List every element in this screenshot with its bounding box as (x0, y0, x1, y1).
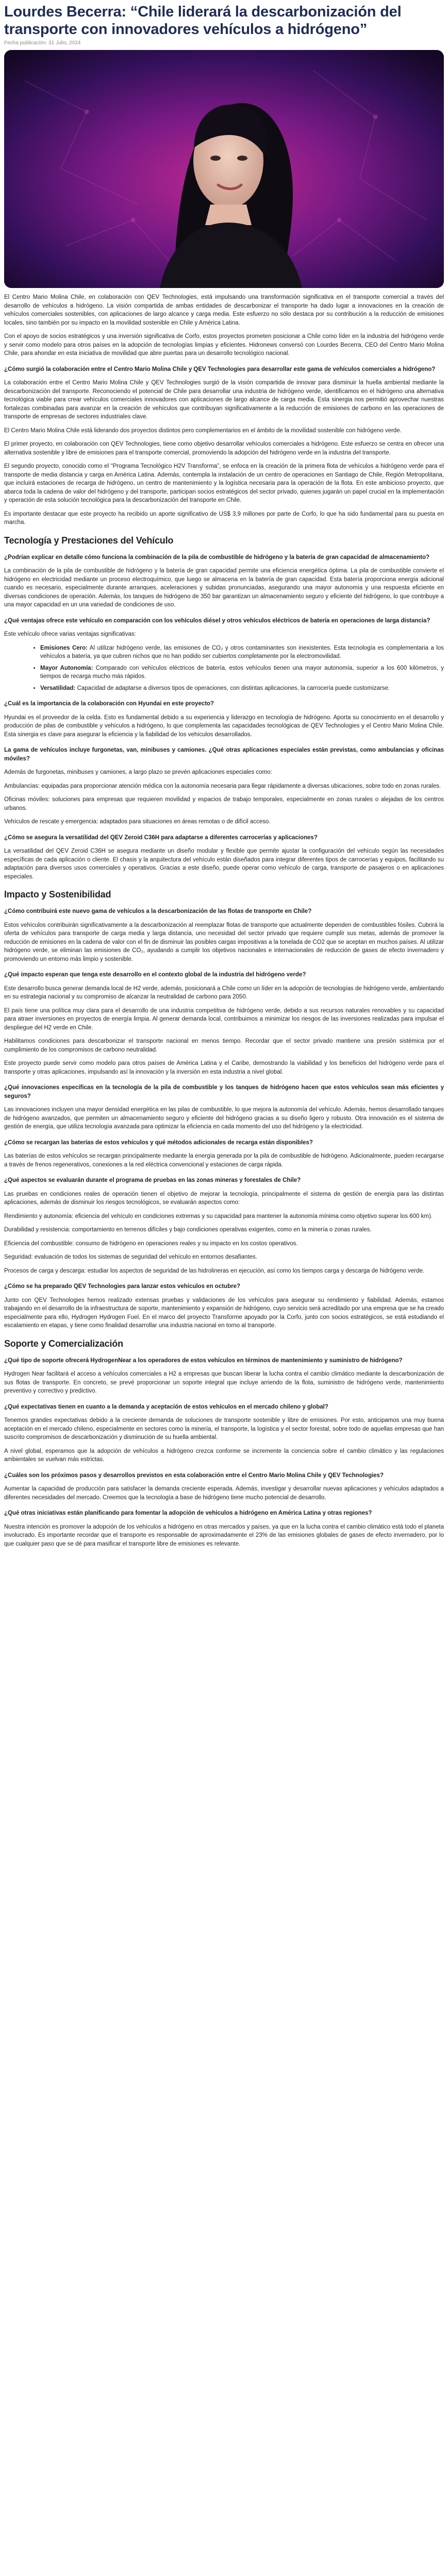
paragraph: Rendimiento y autonomía: eficiencia del vehículo en condiciones extremas y su capacidad para mantener la autonomía mínima como objetivo superar los 600 km). (4, 1213, 433, 1219)
paragraph: La combinación de la pila de combustible de hidrógeno y la batería de gran capacidad permite una eficiencia energética óptima. La pila de combustible convierte el hidrógeno en electricidad mediante un proceso electroquímico, que luego se almacena en la batería de gran capacidad. Esta batería proporciona energía adicional cuando es necesario, especialmente durante arranques, aceleraciones y subidas pronunciadas, asegurando una mayor autonomía y una respuesta eficiente en diversas condiciones de operación. Además, los tanques de hidrógeno de 350 bar garantizan un almacenamiento seguro y eficiente del hidrógeno, lo que contribuye a una mayor capacidad en un una variedad de condiciones de uso. (4, 568, 444, 608)
paragraph: Procesos de carga y descarga: estudiar los aspectos de seguridad de las hidrolineras en ejecución, así como los tiempos carga y descarga de hidrógeno verde. (4, 1267, 425, 1274)
interview-question: ¿Cómo surgió la colaboración entre el Centro Mario Molina Chile y QEV Technologies para desarrollar este gama de vehículos comerciales a hidrógeno? (4, 366, 436, 372)
paragraph: Este vehículo ofrece varias ventajas significativas: (4, 631, 136, 637)
paragraph: El segundo proyecto, conocido como el “Programa Tecnológico H2V Transforma”, se enfoca en la creación de la primera flota de vehículos a hidrógeno verde para el transporte de media distancia y carga en América Latina. Además, contempla la instalación de un centro de operaciones en Santiago de Chile, Región Metropolitana, que incluirá estaciones de recarga de hidrógeno, un centro de mantenimiento y la logística necesaria para la operación de la flota. En este ambicioso proyecto, que abarca toda la cadena de valor del hidrógeno y del transporte, participan socios estratégicos del sector privado, quienes jugarán un papel crucial en la implementación y operación de esta solución tecnológica para la descarbonización del transporte en Chile. (4, 463, 444, 503)
interview-question: ¿Cómo contribuirá este nuevo gama de vehículos a la descarbonización de las flotas de transporte en Chile? (4, 908, 312, 914)
paragraph: El país tiene una política muy clara para el desarrollo de una industria competitiva de hidrógeno verde, debido a sus recursos naturales renovables y su capacidad para atraer inversiones en proyectos de energía limpia. Al generar demanda local, contribuimos a minimizar los riesgos de las inversiones realizadas para impulsar el despliegue del H2 verde en Chile. (4, 1007, 444, 1031)
paragraph: Ambulancias: equipadas para proporcionar atención médica con la autonomía necesaria para llegar rápidamente a diversas ubicaciones, sobre todo en zonas rurales. (4, 783, 441, 789)
paragraph: Las innovaciones incluyen una mayor densidad energética en las pilas de combustible, lo que mejora la autonomía del vehículo. Además, hemos desarrollado tanques de hidrógeno avanzados, que permiten un almacenamiento seguro y eficiente del hidrógeno gracias a su diseño ligero y robusto. Otra innovación es el sistema de gestión de energía, que utiliza tecnología avanzada para optimizar la eficiencia en cada momento del uso del hidrógeno y la electricidad. (4, 1107, 444, 1130)
paragraph: Habilitamos condiciones para descarbonizar el transporte nacional en menos tiempo. Recordar que el sector privado mantiene una presión sistémica por el cumplimiento de los compromisos de carbono neutralidad. (4, 1038, 444, 1053)
interview-question: ¿Cómo se ha preparado QEV Technologies para lanzar estos vehículos en octubre? (4, 1283, 240, 1290)
paragraph: Este proyecto puede servir como modelo para otros países de América Latina y el Caribe, demostrando la viabilidad y los beneficios del hidrógeno verde para el transporte y otras aplicaciones, impulsando así la innovación y la inversión en esta industria a nivel global. (4, 1060, 444, 1075)
paragraph: La versatilidad del QEV Zeroid C36H se asegura mediante un diseño modular y flexible que permite ajustar la configuración del vehículo según las necesidades específicas de cada aplicación o cliente. El chasis y la arquitectura del vehículo están diseñados para integrar diferentes tipos de carrocerías y equipos, facilitando su adaptación para diversos usos comerciales y operativos. Gracias a este diseño, puede operar como vehículo de carga, transporte de pasajeros o en aplicaciones especiales. (4, 848, 444, 880)
list-item (40, 684, 444, 693)
list-item-text: Al utilizar hidrógeno verde, las emisiones de CO₂ y otros contaminantes son inexistentes. Esta tecnología es complementaria a los vehículos a batería, ya que cubren nichos que no han podido ser cubiertos completamente por la electromovilidad. (40, 645, 444, 659)
list-item-text: Comparado con vehículos eléctricos de batería, estos vehículos tienen una mayor autonomía, superior a los 600 kilómetros, y tiempos de recarga mucho más rápidos. (40, 665, 444, 680)
list-item-label: Mayor Autonomía: (40, 665, 93, 671)
paragraph: Nuestra intención es promover la adopción de los vehículos a hidrógeno en otras mercados y países, ya que en la lucha contra el cambio climático está todo el planeta involucrado. Es importante recordar que el transporte es responsable de aproximadamente el 23% de las emisiones globales de gases de efecto invernadero, por lo que cualquier paso que se dé para masificar el transporte libre de emisiones es relevante. (4, 1523, 444, 1547)
paragraph: A nivel global, esperamos que la adopción de vehículos a hidrógeno crezca conforme se incremente la conciencia sobre el cambio climático y las regulaciones ambientales se vuelvan más estrictas. (4, 1448, 444, 1463)
paragraph: Hydrogen Near facilitará el acceso a vehículos comerciales a H2 a empresas que buscan liberar la lucha contra el cambio climático mediante la descarbonización de sus flotas de transporte. En concreto, se prevé proporcionar un soporte integral que incluye arriendo de la flota, suministro de hidrógeno verde, mantenimiento preventivo y correctivo y predictivo. (4, 1371, 444, 1394)
paragraph: El Centro Mario Molina Chile, en colaboración con QEV Technologies, está impulsando una transformación significativa en el transporte comercial a través del desarrollo de vehículos a hidrógeno. La visión compartida de ambas entidades de descarbonizar el transporte ha dado lugar a innovaciones en la creación de vehículos comerciales sostenibles, con aplicaciones de largo alcance y carga media. Este esfuerzo no sólo destaca por su contribución a la reducción de emisiones locales, sino también por su impacto en la movilidad sostenible en Chile y América Latina. (4, 294, 444, 326)
interview-question: ¿Cuáles son los próximos pasos y desarrollos previstos en esta colaboración entre el Centro Mario Molina Chile y QEV Technologies? (4, 1472, 384, 1479)
paragraph: Además de furgonetas, minibuses y camiones, a largo plazo se prevén aplicaciones especiales como: (4, 769, 272, 775)
interview-question: ¿Cómo se recargan las baterías de estos vehículos y qué métodos adicionales de recarga están disponibles? (4, 1139, 313, 1146)
interview-question: ¿Podrían explicar en detalle cómo funciona la combinación de la pila de combustible de hidrógeno y la batería de gran capacidad de almacenamiento? (4, 554, 430, 561)
list-item (40, 664, 444, 681)
article-title: Lourdes Becerra: “Chile liderará la descarbonización del transporte con innovadores vehículos a hidrógeno” (4, 4, 402, 38)
paragraph: Eficiencia del combustible: consumo de hidrógeno en operaciones reales y su impacto en los costos operativos. (4, 1240, 298, 1247)
article-page (0, 3, 448, 1548)
portrait-illustration (4, 50, 444, 288)
paragraph: Oficinas móviles: soluciones para empresas que requieren movilidad y espacios de trabajo temporales, especialmente en zonas rurales o alejadas de los centros urbanos. (4, 796, 444, 811)
paragraph: Junto con QEV Technologies hemos realizado extensas pruebas y validaciones de los vehículos para asegurar su rendimiento y fiabilidad. Además, estamos trabajando en el desarrollo de la infraestructura de soporte, mantenimiento y expansión de hidrógeno, cuyo servicio será acreditado por una empresa que se ha creado especialmente para ello, Hydrogen Hydrogen Fuel. En el marco del proyecto Transforme apoyado por la Corfo, junto con socios estratégicos, se está estudiando el escalamiento en etapas, y tiene como finalidad desarrollar una industria nacional en torno al transporte. (4, 1297, 444, 1329)
paragraph: Con el apoyo de socios estratégicos y una inversión significativa de Corfo, estos proyectos prometen posicionar a Chile como líder en la industria del hidrógeno verde y servir como modelo para otros países en la adopción de tecnologías limpias y eficientes. Hidronews conversó con Lourdes Becerra, CEO del Centro Mario Molina Chile, para ahondar en esta iniciativa de movilidad que abre puertas para un desarrollo tecnológico nacional. (4, 333, 444, 357)
paragraph: Las pruebas en condiciones reales de operación tienen el objetivo de mejorar la tecnología, principalmente el sistema de gestión de energía para las distintas aplicaciones, además de disminuir los riesgos tecnológicos, se evaluarán aspectos como: (4, 1191, 444, 1206)
list-item-text: Capacidad de adaptarse a diversos tipos de operaciones, con distintas aplicaciones, la carrocería puede customizarse. (75, 685, 390, 691)
interview-question: ¿Qué otras iniciativas están planificando para fomentar la adopción de vehículos a hidrógeno en América Latina y otras regiones? (4, 1510, 372, 1516)
section-heading: Tecnología y Prestaciones del Vehículo (4, 535, 174, 546)
paragraph: Estos vehículos contribuirán significativamente a la descarbonización al reemplazar flotas de transporte que actualmente dependen de combustibles fósiles. Cubrirá la oferta de vehículos para transporte de carga media y larga distancia, uno necesidad del sector privado que requiere cumplir sus metas, además de promover la reducción de emisiones en la cadena de valor con el fin de disminuir las posibles cargas impositivas a la tonelada de CO2 que se aceptan en muchos países. Al utilizar hidrógeno verde, se eliminan las emisiones de CO₂, ayudando a cumplir los objetivos nacionales e internacionales de reducción de gases de efecto invernadero y promoviendo un entorno más limpio y sostenible. (4, 922, 444, 962)
paragraph: Seguridad: evaluación de todos los sistemas de seguridad del vehículo en entornos desafiantes. (4, 1254, 257, 1260)
hero-image (4, 50, 444, 288)
interview-question: ¿Qué innovaciones específicas en la tecnología de la pila de combustible y los tanques de hidrógeno hacen que estos vehículos sean más eficientes y seguros? (4, 1084, 444, 1099)
list-item-label: Versatilidad: (40, 685, 76, 691)
paragraph: La colaboración entre el Centro Mario Molina Chile y QEV Technologies surgió de la visión compartida de innovar para disminuir la huella ambiental mediante la descarbonización del transporte. Reconociendo el potencial de Chile para desarrollar una industria de hidrógeno verde, identificamos en el hidrógeno una alternativa tecnológica viable para crear vehículos comerciales innovadores con aplicaciones de largo alcance de carga media. Esta sinergia nos permitió aprovechar nuestras fortalezas combinadas para avanzar en la creación de vehículos que contribuyan significativamente a la reducción de emisiones de carbono en las operaciones de transporte de empresas de sectores industriales clave. (4, 380, 444, 420)
paragraph: Tenemos grandes expectativas debido a la creciente demanda de soluciones de transporte sostenible y libre de emisiones. Por esto, anticipamos una muy buena aceptación en el mercado chileno, especialmente en sectores como la minería, el transporte, la logística y el sector forestal, sobre todo de aquellas empresas que han suscrito compromisos de descarbonización y disminución de su huella ambiental. (4, 1417, 444, 1440)
paragraph: El primer proyecto, en colaboración con QEV Technologies, tiene como objetivo desarrollar vehículos comerciales a hidrógeno. Este esfuerzo se centra en ofrecer una alternativa sostenible y libre de emisiones para el transporte comercial, promoviendo la adopción del hidrógeno verde en la industria del transporte. (4, 441, 444, 456)
interview-question: ¿Cuál es la importancia de la colaboración con Hyundai en este proyecto? (4, 701, 214, 707)
paragraph: Es importante destacar que este proyecto ha recibido un aporte significativo de US$ 3,9 millones por parte de Corfo, lo que ha sido fundamental para su puesta en marcha. (4, 511, 444, 526)
paragraph: Hyundai es el proveedor de la celda. Esto es fundamental debido a su experiencia y liderazgo en tecnología de hidrógeno. Aporta su conocimiento en el desarrollo y producción de pilas de combustible y vehículos a hidrógeno, lo que complementa las capacidades tecnológicas de QEV Technologies y el Centro Mario Molina Chile. Esta sinergia es clave para asegurar la eficiencia y la fiabilidad de los vehículos desarrollados. (4, 714, 444, 738)
interview-question: ¿Qué expectativas tienen en cuanto a la demanda y aceptación de estos vehículos en el mercado chileno y global? (4, 1403, 328, 1410)
list-item (40, 644, 444, 661)
section-heading: Impacto y Sostenibilidad (4, 889, 111, 900)
interview-question: La gama de vehículos incluye furgonetas, van, minibuses y camiones. ¿Qué otras aplicaciones especiales están previstas, como ambulancias y oficinas móviles? (4, 747, 444, 762)
publish-date: Fecha publicación: 31 Julio, 2024 (4, 40, 81, 46)
interview-question: ¿Cómo se asegura la versatilidad del QEV Zeroid C36H para adaptarse a diferentes carrocerías y aplicaciones? (4, 834, 318, 841)
paragraph: El Centro Mario Molina Chile está liderando dos proyectos distintos pero complementarios en el ámbito de la movilidad sostenible con hidrógeno verde. (4, 427, 402, 434)
interview-question: ¿Qué impacto esperan que tenga este desarrollo en el contexto global de la industria del hidrógeno verde? (4, 972, 306, 978)
paragraph: Este desarrollo busca generar demanda local de H2 verde, además, posicionará a Chile como un líder en la adopción de tecnologías de hidrógeno verde, ambientando en su estrategia nacional y su compromiso de alcanzar la neutralidad de carbono para 2050. (4, 985, 444, 1000)
advantages-list (4, 644, 444, 693)
paragraph: Aumentar la capacidad de producción para satisfacer la demanda creciente esperada. Además, investigar y desarrollar nuevas aplicaciones y vehículos adaptados a diferentes necesidades del mercado. Creemos que la tecnología a base de hidrógeno tiene mucho potencial de desarrollo. (4, 1486, 444, 1501)
article-body (4, 293, 444, 1548)
paragraph: Durabilidad y resistencia: comportamiento en terrenos difíciles y bajo condiciones operativas exigentes, como en la minería o zonas rurales. (4, 1227, 372, 1233)
interview-question: ¿Qué tipo de soporte ofrecerá HydrogenNear a los operadores de estos vehículos en términos de mantenimiento y suministro de hidrógeno? (4, 1357, 403, 1364)
interview-question: ¿Qué ventajas ofrece este vehículo en comparación con los vehículos diésel y otros vehículos eléctricos de batería en operaciones de larga distancia? (4, 617, 430, 624)
interview-question: ¿Qué aspectos se evaluarán durante el programa de pruebas en las zonas mineras y forestales de Chile? (4, 1177, 301, 1183)
list-item-label: Emisiones Cero: (40, 645, 88, 651)
paragraph: Vehículos de rescate y emergencia: adaptados para situaciones en áreas remotas o de difícil acceso. (4, 819, 271, 825)
section-heading: Soporte y Comercialización (4, 1338, 123, 1349)
paragraph: Las baterías de estos vehículos se recargan principalmente mediante la energía generada por la pila de combustible de hidrógeno. Adicionalmente, pueden recargarse a través de frenos regenerativos, conexiones a la red eléctrica convencional y estaciones de carga rápida. (4, 1153, 444, 1168)
